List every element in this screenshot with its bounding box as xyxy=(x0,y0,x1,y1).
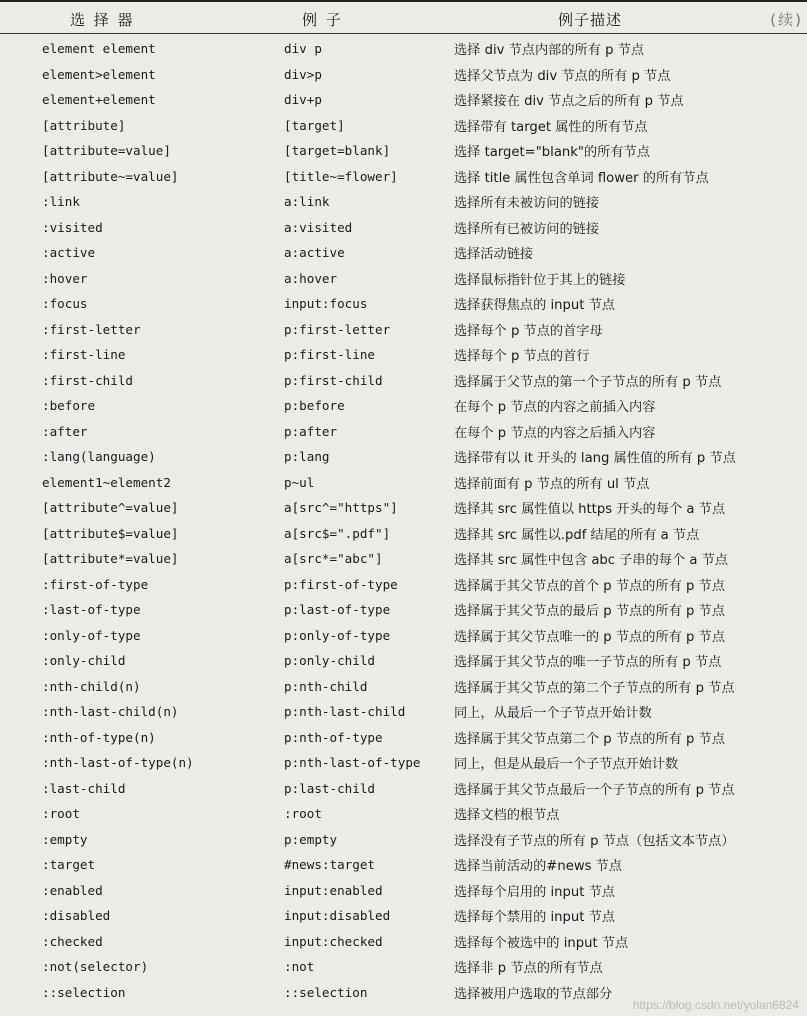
selector-cell: :nth-of-type(n) xyxy=(42,729,156,745)
description-cell: 选择鼠标指针位于其上的链接 xyxy=(454,272,626,288)
example-cell: a[src*="abc"] xyxy=(284,551,383,567)
example-cell: a[src$=".pdf"] xyxy=(284,525,391,541)
description-cell: 在每个 p 节点的内容之后插入内容 xyxy=(454,425,656,441)
selector-cell: :only-of-type xyxy=(42,627,141,643)
table-row xyxy=(0,87,807,113)
description-cell: 选择其 src 属性中包含 abc 子串的每个 a 节点 xyxy=(454,553,728,569)
table-row xyxy=(0,470,807,496)
selector-cell: :nth-child(n) xyxy=(42,678,141,694)
selector-cell: :link xyxy=(42,194,80,210)
table-row xyxy=(0,597,807,623)
example-cell: :not xyxy=(284,959,315,975)
example-cell: div p xyxy=(284,41,322,57)
selector-cell: :nth-last-of-type(n) xyxy=(42,755,194,771)
header-example: 例 子 xyxy=(302,11,343,29)
description-cell: 同上，但是从最后一个子节点开始计数 xyxy=(454,757,679,773)
example-cell: div+p xyxy=(284,92,322,108)
example-cell: input:focus xyxy=(284,296,368,312)
selector-cell: element+element xyxy=(42,92,156,108)
selector-cell: :disabled xyxy=(42,908,111,924)
selector-cell: :lang(language) xyxy=(42,449,156,465)
selector-cell: :target xyxy=(42,857,96,873)
header-selector: 选 择 器 xyxy=(70,11,135,29)
selector-cell: [attribute$=value] xyxy=(42,525,179,541)
table-row xyxy=(0,444,807,470)
description-cell: 选择带有以 it 开头的 lang 属性值的所有 p 节点 xyxy=(454,451,736,467)
table-row xyxy=(0,521,807,547)
selector-cell: :after xyxy=(42,423,88,439)
table-row xyxy=(0,36,807,62)
selector-cell: :only-child xyxy=(42,653,126,669)
table-row xyxy=(0,113,807,139)
description-cell: 选择属于其父节点最后一个子节点的所有 p 节点 xyxy=(454,782,735,798)
description-cell: 选择所有未被访问的链接 xyxy=(454,196,600,212)
css-selector-table xyxy=(0,36,807,1005)
selector-cell: :checked xyxy=(42,933,103,949)
example-cell: a:link xyxy=(284,194,330,210)
example-cell: p:nth-child xyxy=(284,678,368,694)
example-cell: p:first-line xyxy=(284,347,375,363)
description-cell: 选择 div 节点内部的所有 p 节点 xyxy=(454,43,645,59)
table-row xyxy=(0,674,807,700)
table-header xyxy=(0,0,807,34)
table-row xyxy=(0,546,807,572)
selector-cell: :active xyxy=(42,245,96,261)
table-row xyxy=(0,750,807,776)
example-cell: p:lang xyxy=(284,449,330,465)
description-cell: 选择没有子节点的所有 p 节点（包括文本节点） xyxy=(454,833,735,849)
description-cell: 选择所有已被访问的链接 xyxy=(454,221,600,237)
example-cell: p:nth-last-of-type xyxy=(284,755,421,771)
description-cell: 选择属于其父节点的第二个子节点的所有 p 节点 xyxy=(454,680,735,696)
example-cell: a:active xyxy=(284,245,345,261)
description-cell: 选择前面有 p 节点的所有 ul 节点 xyxy=(454,476,650,492)
table-row xyxy=(0,929,807,955)
table-row xyxy=(0,725,807,751)
description-cell: 选择每个被选中的 input 节点 xyxy=(454,935,629,951)
description-cell: 选择其 src 属性以.pdf 结尾的所有 a 节点 xyxy=(454,527,700,543)
table-row xyxy=(0,62,807,88)
description-cell: 选择属于其父节点唯一的 p 节点的所有 p 节点 xyxy=(454,629,725,645)
table-row xyxy=(0,291,807,317)
example-cell: a[src^="https"] xyxy=(284,500,398,516)
example-cell: p:only-child xyxy=(284,653,375,669)
selector-cell: :not(selector) xyxy=(42,959,149,975)
selector-cell: element element xyxy=(42,41,156,57)
description-cell: 选择每个 p 节点的首行 xyxy=(454,349,590,365)
example-cell: p:before xyxy=(284,398,345,414)
table-row xyxy=(0,903,807,929)
example-cell: a:visited xyxy=(284,219,353,235)
example-cell: p:nth-last-child xyxy=(284,704,406,720)
example-cell: [target] xyxy=(284,117,345,133)
example-cell: p:after xyxy=(284,423,338,439)
example-cell: p:first-of-type xyxy=(284,576,398,592)
table-row xyxy=(0,572,807,598)
selector-cell: [attribute] xyxy=(42,117,126,133)
description-cell: 选择 title 属性包含单词 flower 的所有节点 xyxy=(454,170,709,186)
example-cell: :root xyxy=(284,806,322,822)
example-cell: p:first-child xyxy=(284,372,383,388)
table-row xyxy=(0,419,807,445)
description-cell: 选择属于其父节点第二个 p 节点的所有 p 节点 xyxy=(454,731,725,747)
continued-mark: (续) xyxy=(770,11,803,29)
selector-cell: :first-child xyxy=(42,372,133,388)
description-cell: 选择文档的根节点 xyxy=(454,808,560,824)
selector-cell: [attribute=value] xyxy=(42,143,171,159)
selector-cell: ::selection xyxy=(42,984,126,1000)
example-cell: [title~=flower] xyxy=(284,168,398,184)
selector-cell: :root xyxy=(42,806,80,822)
example-cell: input:enabled xyxy=(284,882,383,898)
selector-cell: [attribute~=value] xyxy=(42,168,179,184)
example-cell: ::selection xyxy=(284,984,368,1000)
table-row xyxy=(0,827,807,853)
selector-cell: :empty xyxy=(42,831,88,847)
description-cell: 选择 target="blank"的所有节点 xyxy=(454,145,650,161)
example-cell: #news:target xyxy=(284,857,375,873)
description-cell: 选择非 p 节点的所有节点 xyxy=(454,961,603,977)
description-cell: 选择属于其父节点的唯一子节点的所有 p 节点 xyxy=(454,655,722,671)
example-cell: p:last-of-type xyxy=(284,602,391,618)
table-row xyxy=(0,368,807,394)
table-row xyxy=(0,342,807,368)
table-row xyxy=(0,699,807,725)
table-row xyxy=(0,164,807,190)
table-row xyxy=(0,878,807,904)
table-row xyxy=(0,215,807,241)
description-cell: 选择被用户选取的节点部分 xyxy=(454,986,613,1002)
selector-cell: [attribute^=value] xyxy=(42,500,179,516)
example-cell: p:only-of-type xyxy=(284,627,391,643)
selector-cell: :first-letter xyxy=(42,321,141,337)
example-cell: p:first-letter xyxy=(284,321,391,337)
table-row xyxy=(0,138,807,164)
description-cell: 选择每个启用的 input 节点 xyxy=(454,884,615,900)
description-cell: 选择属于父节点的第一个子节点的所有 p 节点 xyxy=(454,374,722,390)
table-row xyxy=(0,801,807,827)
description-cell: 选择紧接在 div 节点之后的所有 p 节点 xyxy=(454,94,684,110)
selector-cell: element>element xyxy=(42,66,156,82)
example-cell: [target=blank] xyxy=(284,143,391,159)
selector-cell: :visited xyxy=(42,219,103,235)
table-row xyxy=(0,317,807,343)
selector-cell: :enabled xyxy=(42,882,103,898)
description-cell: 选择带有 target 属性的所有节点 xyxy=(454,119,648,135)
description-cell: 选择属于其父节点的首个 p 节点的所有 p 节点 xyxy=(454,578,725,594)
table-row xyxy=(0,240,807,266)
selector-cell: :before xyxy=(42,398,96,414)
example-cell: a:hover xyxy=(284,270,338,286)
table-row xyxy=(0,266,807,292)
table-row xyxy=(0,954,807,980)
example-cell: p:last-child xyxy=(284,780,375,796)
table-row xyxy=(0,495,807,521)
example-cell: input:disabled xyxy=(284,908,391,924)
description-cell: 选择每个 p 节点的首字母 xyxy=(454,323,603,339)
description-cell: 选择当前活动的#news 节点 xyxy=(454,859,623,875)
description-cell: 选择属于其父节点的最后 p 节点的所有 p 节点 xyxy=(454,604,725,620)
selector-cell: :nth-last-child(n) xyxy=(42,704,179,720)
description-cell: 同上，从最后一个子节点开始计数 xyxy=(454,706,652,722)
example-cell: p:empty xyxy=(284,831,338,847)
table-row xyxy=(0,776,807,802)
example-cell: p~ul xyxy=(284,474,315,490)
example-cell: div>p xyxy=(284,66,322,82)
description-cell: 选择其 src 属性值以 https 开头的每个 a 节点 xyxy=(454,502,726,518)
table-row xyxy=(0,852,807,878)
watermark: https://blog.csdn.net/yolan6824 xyxy=(632,998,799,1012)
example-cell: p:nth-of-type xyxy=(284,729,383,745)
selector-cell: [attribute*=value] xyxy=(42,551,179,567)
header-description: 例子描述 xyxy=(558,11,623,29)
table-row xyxy=(0,623,807,649)
description-cell: 在每个 p 节点的内容之前插入内容 xyxy=(454,400,656,416)
selector-cell: :first-line xyxy=(42,347,126,363)
selector-cell: :last-of-type xyxy=(42,602,141,618)
selector-cell: :first-of-type xyxy=(42,576,149,592)
table-row xyxy=(0,393,807,419)
description-cell: 选择父节点为 div 节点的所有 p 节点 xyxy=(454,68,671,84)
selector-cell: :hover xyxy=(42,270,88,286)
example-cell: input:checked xyxy=(284,933,383,949)
table-row xyxy=(0,648,807,674)
description-cell: 选择获得焦点的 input 节点 xyxy=(454,298,615,314)
description-cell: 选择每个禁用的 input 节点 xyxy=(454,910,615,926)
selector-cell: :focus xyxy=(42,296,88,312)
table-body xyxy=(0,36,807,1005)
selector-cell: element1~element2 xyxy=(42,474,171,490)
selector-cell: :last-child xyxy=(42,780,126,796)
table-row xyxy=(0,189,807,215)
description-cell: 选择活动链接 xyxy=(454,247,534,263)
